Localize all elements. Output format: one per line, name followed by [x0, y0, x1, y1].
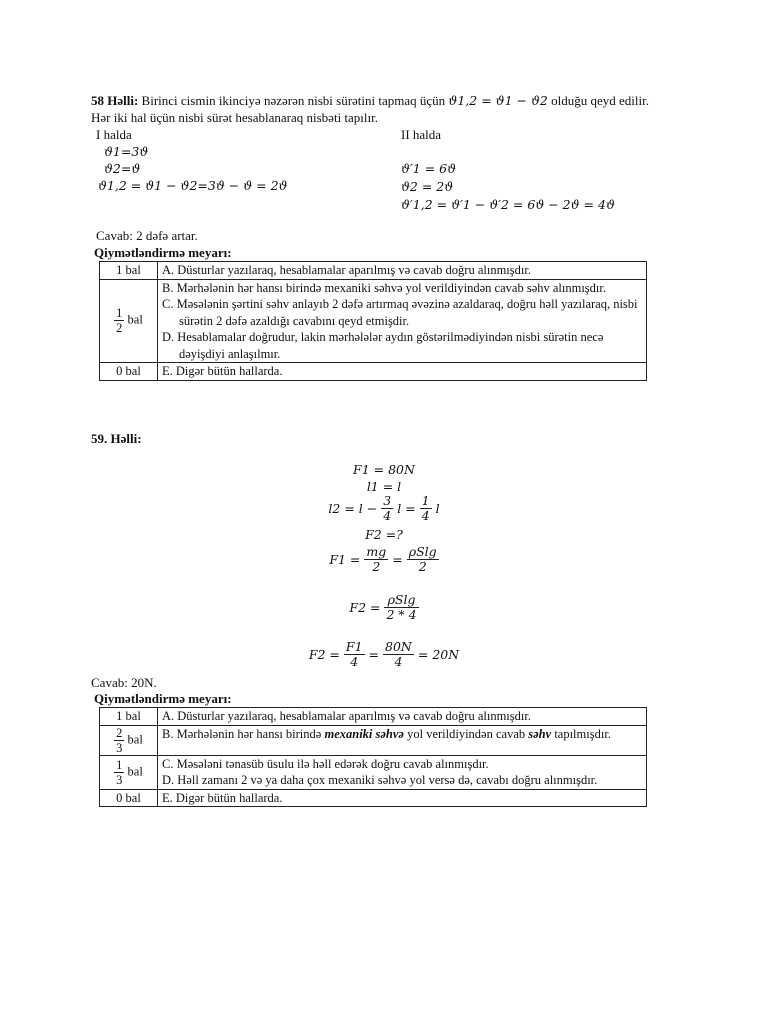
points-fraction: $\frac{2}{3}$: [116, 725, 123, 755]
points-cell: 1 bal: [100, 708, 158, 726]
points-fraction: $\frac{1}{3}$: [116, 757, 123, 787]
p59-criteria-table: [99, 707, 647, 807]
p58-case1-line2: ϑ2=ϑ: [104, 161, 141, 176]
p58-case1-title: I halda: [96, 127, 132, 142]
p59-eq4: F2 =?: [365, 527, 403, 542]
table-row: [100, 363, 647, 381]
p59-heading: 59. Həlli:: [91, 431, 142, 446]
p59-eq7: F2 = $\frac{F1}{4}$ = $\frac{80N}{4}$ = 20N: [308, 639, 460, 669]
p58-intro-end: olduğu qeyd edilir.: [551, 93, 649, 108]
points-cell: $\frac{1}{3}$ bal: [100, 755, 158, 789]
table-row: [100, 755, 647, 789]
p58-intro-line2: Hər iki hal üçün nisbi sürət hesablanaraq nisbəti tapılır.: [91, 110, 379, 125]
points-cell: 1 bal: [100, 262, 158, 280]
p58-intro-line1: [91, 93, 649, 109]
p59-criteria-title: Qiymətləndirmə meyarı:: [94, 691, 232, 706]
criteria-item: B. Mərhələnin hər hansı birində mexaniki səhvə yol verildiyindən cavab səhv alınmışdır.: [162, 280, 606, 295]
criteria-item: A. Düsturlar yazılaraq, hesablamalar aparılmış və cavab doğru alınmışdır.: [162, 263, 531, 277]
table-row: [100, 725, 647, 755]
criteria-item: C. Məsələni tənasüb üsulu ilə həll edərək doğru cavab alınmışdır.: [162, 756, 489, 771]
p58-case2-title: II halda: [401, 127, 442, 142]
criteria-item: B. Mərhələnin hər hansı birində mexaniki səhvə yol verildiyindən cavab səhv tapılmışdır.: [162, 726, 611, 741]
criteria-item: C. Məsələnin şərtini səhv anlayıb 2 dəfə artırmaq əvəzinə azaldaraq, doğru həll yazılaraq, nisbi sürətin 2 dəfə azaldığı cavabını qeyd etmişdir.: [162, 297, 638, 328]
p58-case2-line2: ϑ2 = 2ϑ: [401, 179, 454, 194]
p58-criteria-table: [99, 261, 647, 381]
p58-intro-formula: ϑ1,2 = ϑ1 − ϑ2: [448, 93, 548, 108]
p58-heading: 58 Həlli:: [91, 93, 139, 108]
table-row: [100, 789, 647, 807]
table-row: [100, 279, 647, 363]
table-row: [100, 262, 647, 280]
points-cell: $\frac{1}{2}$ bal: [100, 279, 158, 363]
p58-case2-line1: ϑ′1 = 6ϑ: [401, 161, 457, 176]
criteria-item: D. Hesablamalar doğrudur, lakin mərhələlər aydın göstərilmədiyindən nisbi sürətin necə dəyişdiyi anlaşılmır.: [162, 330, 604, 361]
points-cell: $\frac{2}{3}$ bal: [100, 725, 158, 755]
criteria-item: A. Düsturlar yazılaraq, hesablamalar aparılmış və cavab doğru alınmışdır.: [162, 709, 531, 723]
p59-eq3: l2 = l − $\frac{3}{4}$ l = $\frac{1}{4}$ l: [328, 493, 440, 523]
p59-eq1: F1 = 80N: [353, 462, 415, 477]
points-cell: 0 bal: [100, 363, 158, 381]
p58-case2-line3: ϑ′1,2 = ϑ′1 − ϑ′2 = 6ϑ − 2ϑ = 4ϑ: [401, 197, 615, 212]
criteria-item: D. Həll zamanı 2 və ya daha çox mexaniki səhvə yol versə də, cavabı doğru alınmışdır.: [162, 773, 598, 787]
p58-case1-line3: ϑ1,2 = ϑ1 − ϑ2=3ϑ − ϑ = 2ϑ: [98, 178, 288, 193]
points-cell: 0 bal: [100, 789, 158, 807]
p58-answer: Cavab: 2 dəfə artar.: [96, 228, 198, 243]
p58-criteria-title: Qiymətləndirmə meyarı:: [94, 245, 232, 260]
p59-eq6: F2 = $\frac{\rho Slg}{2 * 4}$: [349, 592, 417, 622]
p59-eq5: F1 = $\frac{mg}{2}$ = $\frac{\rho Slg}{2}$: [329, 544, 437, 574]
points-fraction: $\frac{1}{2}$: [116, 306, 123, 336]
table-row: [100, 708, 647, 726]
criteria-item: E. Digər bütün hallarda.: [162, 364, 283, 378]
p59-answer: Cavab: 20N.: [91, 675, 157, 690]
p58-case1-line1: ϑ1=3ϑ: [104, 144, 149, 159]
p58-intro-text: Birinci cismin ikinciyə nəzərən nisbi sürətini tapmaq üçün: [141, 93, 446, 108]
criteria-item: E. Digər bütün hallarda.: [162, 790, 283, 805]
p59-eq2: l1 = l: [366, 479, 402, 494]
